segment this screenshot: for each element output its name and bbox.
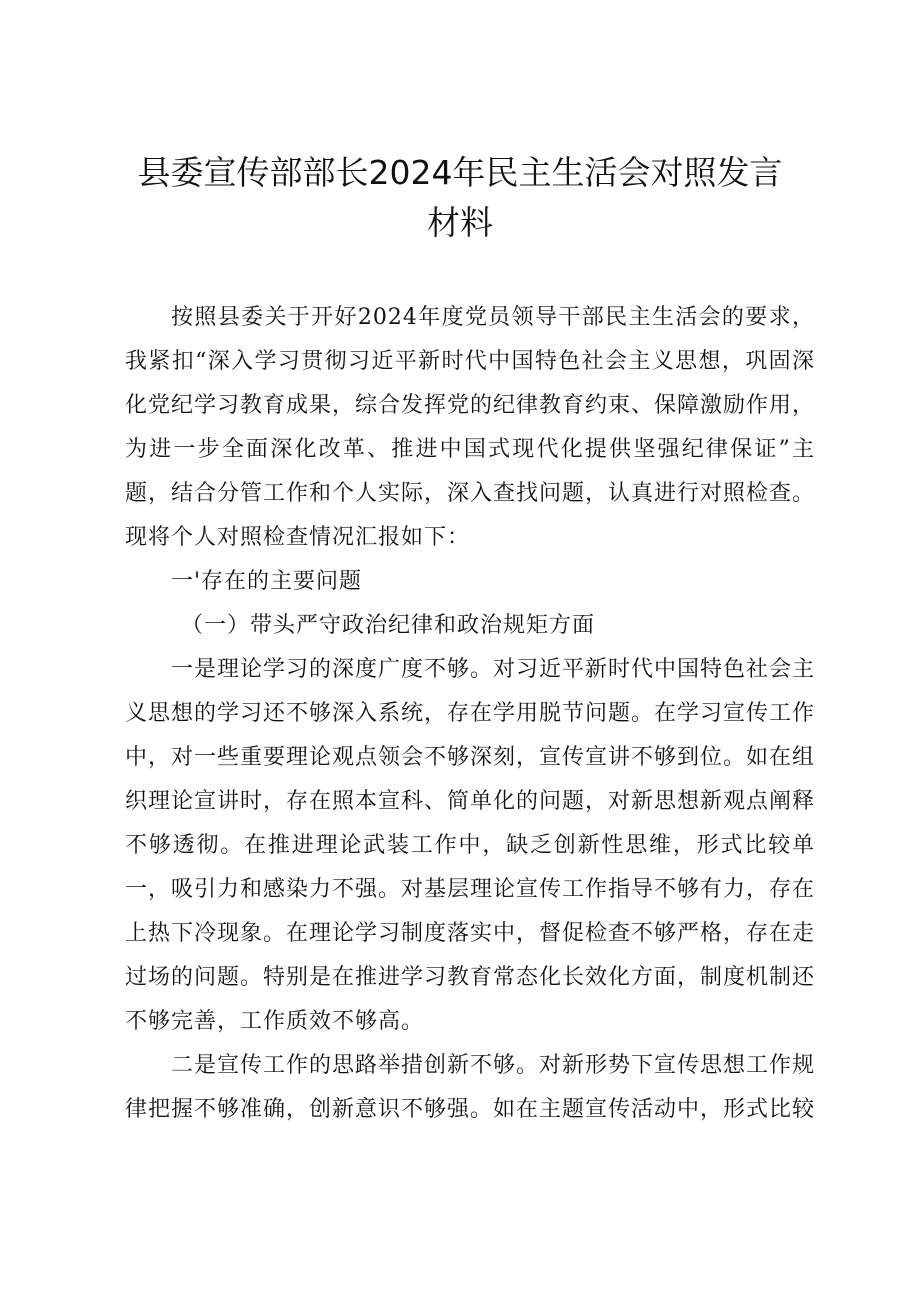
- title-line-2: 材料: [427, 203, 493, 242]
- subsection-heading-1: （一）带头严守政治纪律和政治规矩方面: [181, 613, 596, 638]
- body-paragraph-2: 二是宣传工作的思路举措创新不够。对新形势下宣传思想工作规律把握不够准确，创新意识不够强。如在主题宣传活动中，形式比较: [125, 1053, 816, 1122]
- document-body: [125, 296, 815, 1132]
- title-line-1: 县委宣传部部长2024年民主生活会对照发言: [137, 153, 783, 192]
- document-title: [0, 148, 920, 248]
- section-heading-1: 一'存在的主要问题: [171, 569, 363, 594]
- body-paragraph-1: 一是理论学习的深度广度不够。对习近平新时代中国特色社会主义思想的学习还不够深入系统，存在学用脱节问题。在学习宣传工作中，对一些重要理论观点领会不够深刻，宣传宣讲不够到位。如在组织理论宣讲时，存在照本宣科、简单化的问题，对新思想新观点阐释不够透彻。在推进理论武装工作中，缺乏创新性思维，形式比较单一，吸引力和感染力不强。对基层理论宣传工作指导不够有力，存在上热下冷现象。在理论学习制度落实中，督促检查不够严格，存在走过场的问题。特别是在推进学习教育常态化长效化方面，制度机制还不够完善，工作质效不够高。: [125, 657, 816, 1034]
- intro-paragraph: 按照县委关于开好2024年度党员领导干部民主生活会的要求，我紧扣“深入学习贯彻习近平新时代中国特色社会主义思想，巩固深化党纪学习教育成果，综合发挥党的纪律教育约束、保障激励作用，为进一步全面深化改革、推进中国式现代化提供坚强纪律保证”主题，结合分管工作和个人实际，深入查找问题，认真进行对照检查。现将个人对照检查情况汇报如下：: [125, 305, 816, 550]
